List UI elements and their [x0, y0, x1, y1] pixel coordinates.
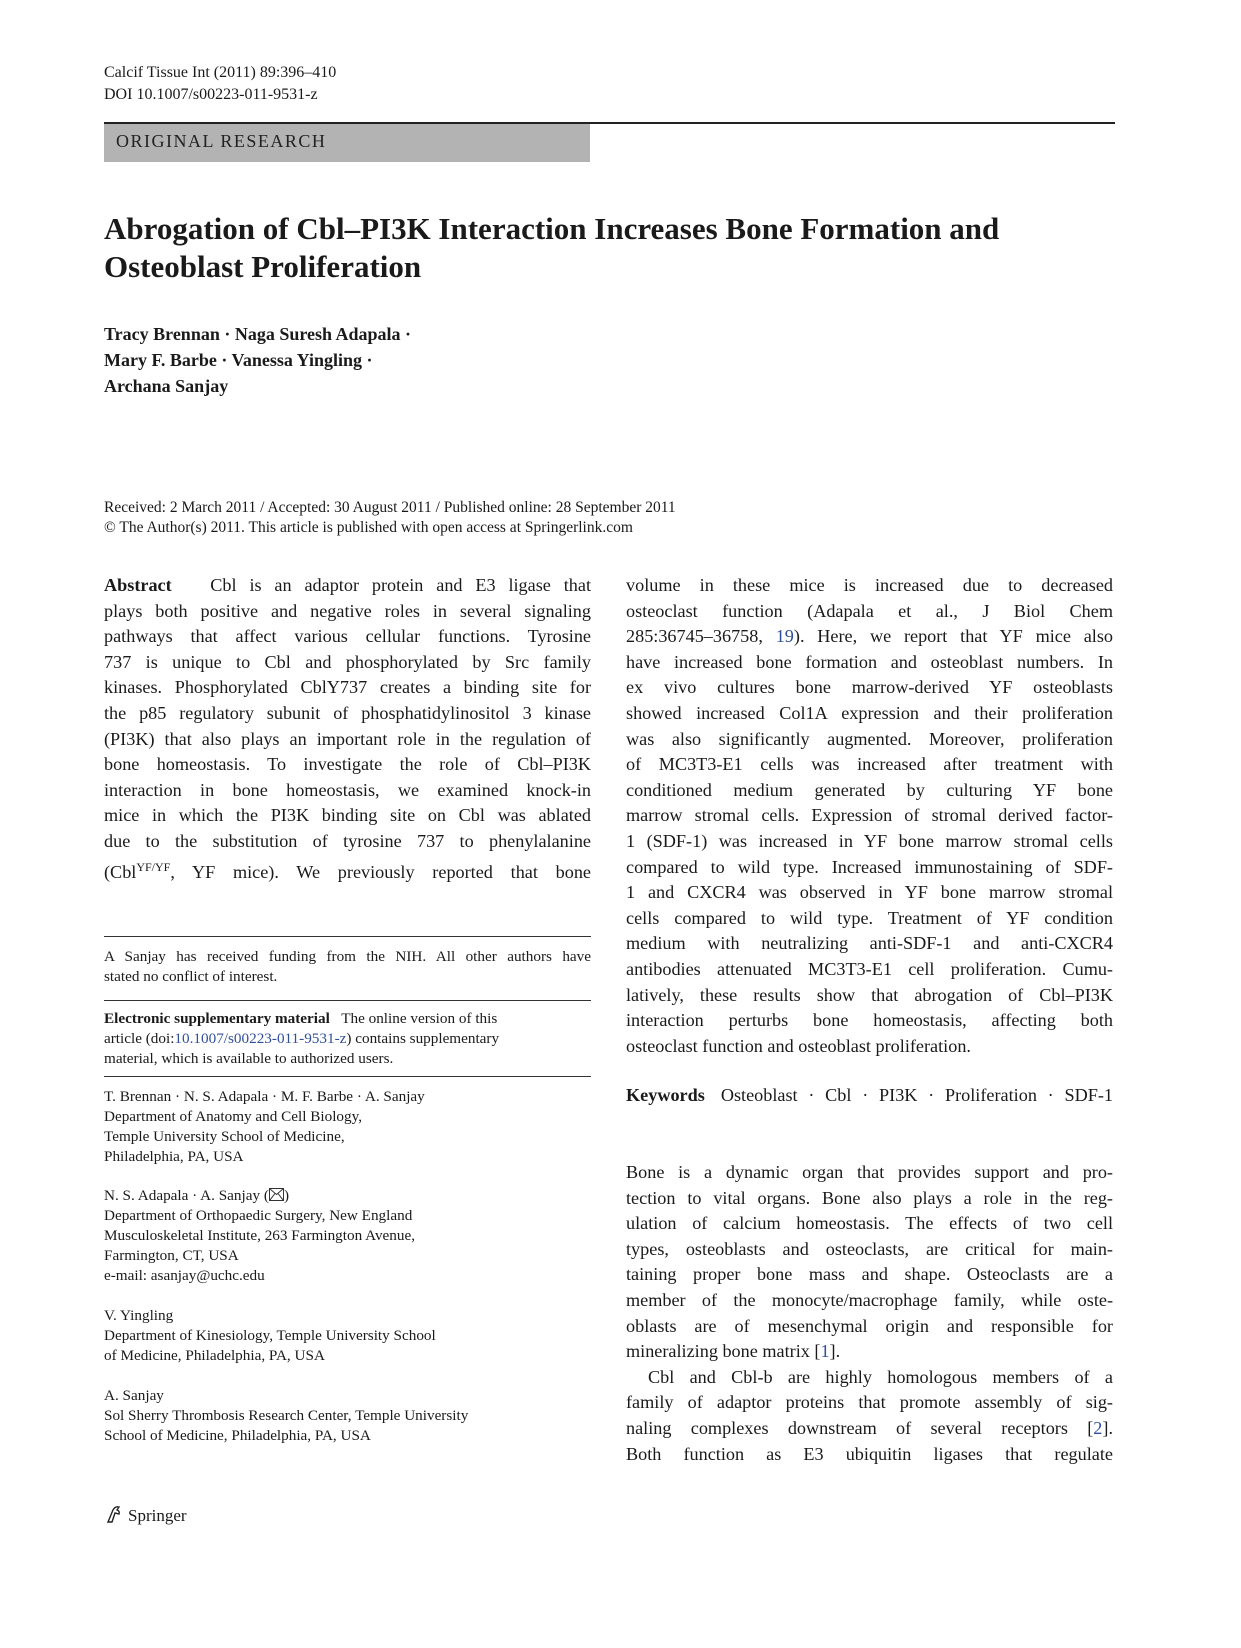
- affiliation: N. S. Adapala · A. Sanjay ( ) Department of Orthopaedic Surgery, New England Musculoskeletal Institute, 263 Farmington Avenue, Farmington, CT, USA e-mail: asanjay@uchc.edu: [104, 1186, 591, 1286]
- supplementary-note: Electronic supplementary material The online version of this article (doi:10.1007/s00223-011-9531-z) contains supplementary material, which is available to authorized users.: [104, 1010, 500, 1067]
- funding-note: A Sanjay has received funding from the NIH. All other authors have stated no conflict of interest.: [104, 948, 591, 985]
- email[interactable]: e-mail: asanjay@uchc.edu: [104, 1267, 265, 1284]
- affiliation: T. Brennan · N. S. Adapala · M. F. Barbe · A. Sanjay Department of Anatomy and Cell Biology, Temple University School of Medicine, Philadelphia, PA, USA: [104, 1087, 591, 1167]
- abstract-line: 737 is unique to Cbl and phosphorylated by Src family: [104, 651, 591, 672]
- abstract-line: the p85 regulatory subunit of phosphatidylinositol 3 kinase: [104, 702, 591, 723]
- envelope-icon[interactable]: [269, 1188, 284, 1201]
- abstract-line: Abstract Cbl is an adaptor protein and E3 ligase that: [104, 575, 592, 595]
- footnote-rule: [104, 1076, 591, 1077]
- abstract-label: Abstract: [104, 575, 172, 595]
- doi-link[interactable]: 10.1007/s00223-011-9531-z: [174, 1030, 347, 1047]
- copyright-line: © The Author(s) 2011. This article is published with open access at Springerlink.com: [104, 519, 633, 536]
- esm-label: Electronic supplementary material: [104, 1010, 330, 1027]
- author-line: Tracy Brennan · Naga Suresh Adapala ·: [104, 324, 412, 344]
- article-title: Abrogation of Cbl–PI3K Interaction Increases Bone Formation and Osteoblast Proliferation: [104, 211, 1000, 284]
- reference-link[interactable]: 2: [1093, 1417, 1103, 1438]
- abstract-line: kinases. Phosphorylated CblY737 creates a binding site for: [104, 677, 591, 698]
- journal-citation: Calcif Tissue Int (2011) 89:396–410: [104, 64, 337, 81]
- publisher-logo: [104, 1504, 187, 1526]
- affiliation: A. Sanjay Sol Sherry Thrombosis Research Center, Temple University School of Medicine, Philadelphia, PA, USA: [104, 1386, 591, 1446]
- abstract-line: bone homeostasis. To investigate the role of Cbl–PI3K: [104, 754, 591, 775]
- keywords: [626, 1083, 1113, 1109]
- publication-dates: [104, 498, 1115, 538]
- publisher-name: Springer: [128, 1506, 187, 1525]
- footnote-rule: [104, 1000, 591, 1001]
- affiliation-names: A. Sanjay: [104, 1387, 164, 1404]
- dates-line: Received: 2 March 2011 / Accepted: 30 August 2011 / Published online: 28 September 2011: [104, 499, 676, 516]
- springer-horse-icon: [104, 1504, 124, 1524]
- affiliation-names: N. S. Adapala · A. Sanjay ( ): [104, 1187, 289, 1204]
- affiliation-names: V. Yingling: [104, 1307, 174, 1324]
- section-label: ORIGINAL RESEARCH: [116, 131, 327, 151]
- journal-header: [104, 62, 336, 106]
- abstract-line: due to the substitution of tyrosine 737 to phenylalanine: [104, 830, 591, 851]
- affiliation: V. Yingling Department of Kinesiology, Temple University School of Medicine, Philadelphia, PA, USA: [104, 1306, 591, 1366]
- author-list: [104, 321, 704, 399]
- reference-link[interactable]: 1: [820, 1341, 830, 1362]
- abstract-continued: volume in these mice is increased due to decreased osteoclast function (Adapala et al., J Biol Chem 285:36745–36758, 19). Here, we report that YF mice also have increased bone formation and osteoblast numbers. In ex vivo cultures bone marrow-derived YF osteoblasts showed increased Col1A expression and their proliferation was also significantly augmented. Moreover, proliferation of MC3T3-E1 cells was increased after treatment with conditioned medium generated by culturing YF bone marrow stromal cells. Expression of stromal derived factor- 1 (SDF-1) was increased in YF bone marrow stromal cells compared to wild type. Increased immunostaining of SDF- 1 and CXCR4 was observed in YF bone marrow stromal cells compared to wild type. Treatment of YF condition medium with neutralizing anti-SDF-1 and anti-CXCR4 antibodies attenuated MC3T3-E1 cell proliferation. Cumu- latively, these results show that abrogation of Cbl–PI3K interaction perturbs bone homeostasis, affecting both osteoclast function and osteoblast proliferation.: [626, 575, 1113, 1056]
- abstract-line: pathways that affect various cellular functions. Tyrosine: [104, 626, 591, 647]
- abstract-line: (PI3K) that also plays an important role in the regulation of: [104, 728, 591, 749]
- keywords-label: Keywords: [626, 1085, 705, 1105]
- author-line: Mary F. Barbe · Vanessa Yingling ·: [104, 350, 373, 370]
- keywords-list: Osteoblast · Cbl · PI3K · Proliferation · SDF-1: [720, 1085, 1113, 1105]
- journal-doi: DOI 10.1007/s00223-011-9531-z: [104, 86, 318, 103]
- abstract-line: (Cbl$^{YF/YF}$, YF mice). We previously reported that bone: [104, 859, 591, 882]
- abstract-line: plays both positive and negative roles in several signaling: [104, 600, 591, 621]
- affiliation-names: T. Brennan · N. S. Adapala · M. F. Barbe · A. Sanjay: [104, 1088, 425, 1105]
- footnote-rule: [104, 936, 591, 937]
- abstract-line: interaction in bone homeostasis, we examined knock-in: [104, 779, 591, 800]
- introduction: Bone is a dynamic organ that provides support and pro- tection to vital organs. Bone also plays a role in the reg- ulation of calcium homeostasis. The effects of two cell types, osteoblasts and osteoclasts, are critical for main- taining proper bone mass and shape. Osteoclasts are a member of the monocyte/macrophage family, while oste- oblasts are of mesenchymal origin and responsible for mineralizing bone matrix [1]. Cbl and Cbl-b are highly homologous members of a family of adaptor proteins that promote assembly of sig- naling complexes downstream of several receptors [2]. Both function as E3 ubiquitin ligases that regulate: [626, 1162, 1113, 1464]
- reference-link[interactable]: 19: [775, 626, 794, 647]
- abstract-line: mice in which the PI3K binding site on Cbl was ablated: [104, 805, 591, 826]
- author-line: Archana Sanjay: [104, 376, 229, 396]
- abstract: [104, 573, 591, 885]
